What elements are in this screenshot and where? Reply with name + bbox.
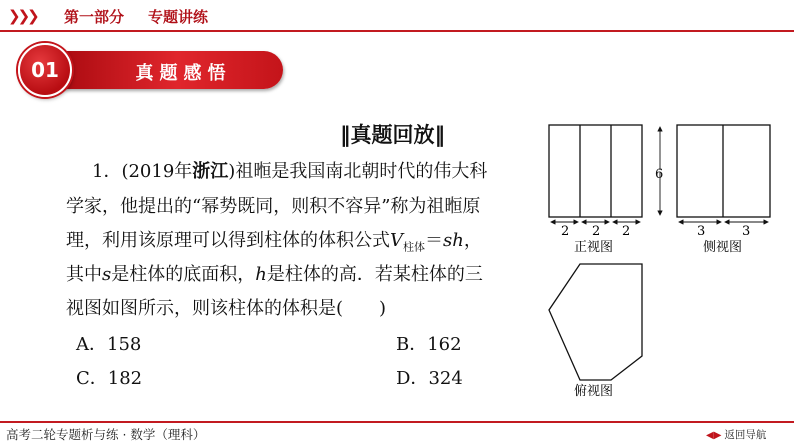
section-number-badge	[18, 43, 72, 97]
question-line-1-text: )祖暅是我国南北朝时代的伟大科	[228, 161, 488, 182]
chevrons-icon: ❯❯❯	[8, 7, 37, 25]
top-header	[0, 0, 794, 30]
header-divider	[0, 30, 794, 32]
side-view	[677, 125, 770, 217]
question-source: 浙江	[192, 161, 229, 182]
question-line-4-b: 是柱体的底面积，	[111, 264, 256, 285]
front-view	[549, 125, 642, 217]
option-b-letter: B．	[396, 334, 428, 355]
option-d-value: 324	[428, 368, 463, 389]
question-line-3	[66, 229, 482, 260]
return-arrows-icon: ◀▶	[706, 430, 722, 441]
topic-title: 专题讲练	[148, 8, 209, 26]
side-dim-2: 3	[742, 224, 751, 239]
var-h: h	[255, 264, 267, 285]
part-title: 第一部分	[64, 8, 125, 26]
question-line-3-text: 理，利用该原理可以得到柱体的体积公式	[66, 230, 390, 251]
height-label: 6	[655, 167, 664, 182]
option-c	[76, 364, 142, 390]
return-nav-button[interactable]	[706, 427, 766, 442]
section-heading: ‖真题回放‖	[340, 123, 445, 147]
section-label: 真题感悟	[135, 63, 232, 84]
footer-divider	[0, 421, 794, 423]
option-a-letter: A．	[76, 334, 107, 355]
question-number: 1．(2019年	[92, 161, 193, 182]
top-view-caption: 俯视图	[574, 384, 614, 399]
formula-sh: sh	[443, 230, 464, 251]
formula-equals: ＝	[425, 230, 443, 251]
question-line-4-a: 其中	[66, 264, 102, 285]
option-c-value: 182	[107, 368, 143, 389]
option-c-letter: C．	[76, 368, 108, 389]
front-dim-3: 2	[622, 224, 631, 239]
question-line-2: 学家，他提出的“幂势既同，则积不容异”称为祖暅原	[66, 196, 481, 217]
side-dim-1: 3	[697, 224, 706, 239]
three-view-figure	[540, 118, 780, 399]
formula-v: V	[390, 230, 403, 251]
top-view	[549, 264, 642, 380]
option-b	[396, 330, 462, 356]
section-number: 01	[31, 58, 59, 82]
section-banner	[18, 43, 283, 97]
formula-comma: ，	[463, 230, 482, 251]
option-a	[76, 330, 141, 356]
front-view-caption: 正视图	[574, 240, 614, 255]
side-view-caption: 侧视图	[703, 240, 743, 255]
front-dim-2: 2	[592, 224, 601, 239]
question-line-4-c: 是柱体的高．若某柱体的三	[266, 264, 483, 285]
course-title: 高考二轮专题析与练 · 数学（理科）	[6, 427, 206, 442]
option-b-value: 162	[427, 334, 462, 355]
option-d	[396, 364, 463, 390]
option-a-value: 158	[107, 334, 142, 355]
front-dim-1: 2	[561, 224, 570, 239]
question-line-1	[92, 160, 487, 184]
var-s: s	[102, 264, 112, 285]
question-line-5: 视图如图所示，则该柱体的体积是( )	[66, 298, 387, 319]
formula-subscript: 柱体	[403, 240, 425, 254]
return-nav-label: 返回导航	[724, 429, 767, 441]
option-d-letter: D．	[396, 368, 429, 389]
question-line-4	[66, 263, 483, 287]
